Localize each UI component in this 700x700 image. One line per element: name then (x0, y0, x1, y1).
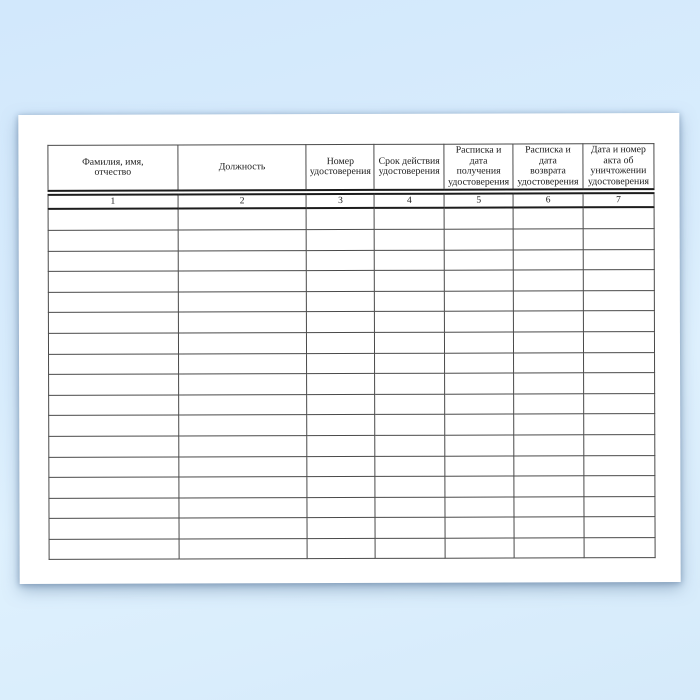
header-cell: Расписка и дата возврата удостоверения (513, 144, 583, 192)
empty-cell (584, 517, 655, 538)
empty-cell (178, 415, 307, 436)
empty-cell (375, 373, 445, 394)
empty-cell (49, 395, 179, 416)
empty-cell (445, 394, 514, 415)
empty-cell (49, 436, 179, 457)
header-cell: Фамилия, имя, отчество (48, 145, 178, 193)
table-row (49, 476, 655, 498)
empty-cell (307, 229, 375, 250)
empty-cell (375, 456, 445, 477)
empty-cell (307, 394, 375, 415)
empty-cell (514, 496, 584, 517)
empty-cell (178, 333, 307, 354)
empty-cell (307, 353, 375, 374)
header-row (48, 144, 654, 194)
empty-cell (514, 394, 584, 415)
table-row (49, 435, 655, 457)
empty-cell (375, 332, 445, 353)
empty-cell (307, 271, 375, 292)
empty-cell (307, 374, 375, 395)
empty-cell (375, 538, 445, 559)
empty-cell (584, 537, 655, 558)
table-row (49, 373, 655, 395)
empty-cell (307, 208, 375, 229)
empty-cell (49, 457, 179, 478)
header-cell: Срок действия удостоверения (374, 144, 444, 192)
empty-cell (445, 311, 514, 332)
column-number-cell: 1 (48, 193, 178, 209)
empty-cell (584, 476, 655, 497)
column-number-cell: 4 (374, 192, 444, 208)
empty-cell (49, 415, 179, 436)
empty-cell (179, 518, 308, 539)
empty-cell (444, 229, 513, 250)
empty-cell (513, 229, 583, 250)
empty-cell (445, 353, 514, 374)
empty-cell (49, 518, 179, 539)
empty-cell (307, 250, 375, 271)
empty-cell (513, 249, 583, 270)
header-cell: Должность (178, 145, 307, 193)
table-row (48, 311, 654, 333)
table-row (48, 229, 654, 251)
empty-cell (514, 352, 584, 373)
empty-cell (307, 518, 375, 539)
empty-cell (583, 352, 654, 373)
empty-cell (583, 332, 654, 353)
empty-cell (583, 311, 654, 332)
table-row (48, 290, 654, 312)
page-sheet (18, 113, 680, 584)
empty-cell (48, 209, 178, 230)
table-row (48, 332, 654, 354)
empty-cell (178, 271, 307, 292)
empty-cell (514, 517, 584, 538)
table-row (49, 496, 655, 518)
empty-cell (583, 229, 654, 250)
column-number-row (48, 191, 654, 209)
table-row (48, 207, 654, 230)
empty-cell (514, 476, 584, 497)
empty-cell (375, 353, 445, 374)
column-number-cell: 5 (444, 192, 513, 208)
empty-cell (514, 538, 584, 559)
empty-cell (445, 373, 514, 394)
empty-cell (584, 496, 655, 517)
empty-cell (178, 230, 307, 251)
header-cell: Дата и номер акта об уничтожении удостоверения (583, 144, 654, 192)
empty-cell (375, 312, 445, 333)
empty-cell (49, 498, 179, 519)
empty-cell (48, 333, 178, 354)
table-row (49, 393, 655, 415)
empty-cell (444, 208, 513, 229)
table-row (49, 537, 655, 559)
empty-cell (445, 332, 514, 353)
table-row (49, 455, 655, 477)
empty-cell (375, 497, 445, 518)
empty-cell (583, 207, 654, 228)
empty-cell (584, 455, 655, 476)
column-number-cell: 6 (513, 192, 583, 208)
empty-cell (445, 538, 514, 559)
empty-cell (375, 476, 445, 497)
empty-cell (307, 497, 375, 518)
empty-cell (307, 291, 375, 312)
empty-cell (178, 374, 307, 395)
empty-cell (513, 311, 583, 332)
empty-cell (445, 497, 514, 518)
empty-cell (374, 229, 444, 250)
empty-cell (514, 373, 584, 394)
empty-cell (583, 270, 654, 291)
empty-cell (514, 414, 584, 435)
empty-cell (49, 477, 179, 498)
empty-cell (584, 414, 655, 435)
empty-cell (179, 477, 308, 498)
empty-cell (513, 291, 583, 312)
empty-cell (445, 456, 514, 477)
empty-cell (513, 208, 583, 229)
empty-cell (179, 539, 308, 560)
empty-cell (445, 476, 514, 497)
empty-cell (178, 312, 307, 333)
empty-cell (583, 249, 654, 270)
table-row (48, 249, 654, 271)
empty-cell (375, 270, 445, 291)
empty-cell (49, 539, 179, 560)
header-cell: Номер удостоверения (306, 144, 374, 192)
empty-cell (584, 393, 655, 414)
empty-cell (375, 517, 445, 538)
column-number-cell: 7 (583, 191, 654, 207)
empty-cell (307, 456, 375, 477)
empty-cell (178, 353, 307, 374)
empty-cell (444, 270, 513, 291)
empty-cell (513, 270, 583, 291)
empty-cell (178, 394, 307, 415)
empty-cell (178, 250, 307, 271)
empty-cell (375, 415, 445, 436)
empty-cell (514, 455, 584, 476)
empty-cell (375, 435, 445, 456)
empty-cell (307, 332, 375, 353)
empty-cell (48, 230, 178, 251)
empty-cell (445, 414, 514, 435)
empty-cell (178, 209, 307, 230)
empty-cell (444, 250, 513, 271)
empty-cell (374, 208, 444, 229)
empty-cell (179, 456, 308, 477)
empty-cell (514, 332, 584, 353)
table-row (49, 517, 655, 539)
empty-cell (49, 374, 179, 395)
empty-cell (375, 291, 445, 312)
empty-cell (48, 292, 178, 313)
empty-cell (48, 271, 178, 292)
empty-cell (375, 394, 445, 415)
table-row (49, 352, 655, 374)
empty-cell (584, 435, 655, 456)
empty-cell (445, 517, 514, 538)
empty-cell (514, 435, 584, 456)
empty-cell (375, 250, 445, 271)
empty-cell (48, 251, 178, 272)
table-row (49, 414, 655, 436)
empty-cell (445, 435, 514, 456)
empty-cell (584, 373, 655, 394)
empty-cell (49, 354, 179, 375)
empty-cell (308, 538, 376, 559)
empty-cell (307, 415, 375, 436)
empty-cell (48, 312, 178, 333)
empty-cell (445, 291, 514, 312)
certificate-journal-table (47, 143, 655, 560)
table-row (48, 270, 654, 292)
column-number-cell: 3 (307, 192, 375, 208)
empty-cell (307, 477, 375, 498)
empty-rows-body (48, 207, 655, 559)
empty-cell (179, 497, 308, 518)
empty-cell (178, 291, 307, 312)
empty-cell (307, 312, 375, 333)
empty-cell (178, 436, 307, 457)
empty-cell (307, 435, 375, 456)
header-cell: Расписка и дата получения удостоверения (444, 144, 513, 192)
column-number-cell: 2 (178, 193, 307, 209)
empty-cell (583, 290, 654, 311)
